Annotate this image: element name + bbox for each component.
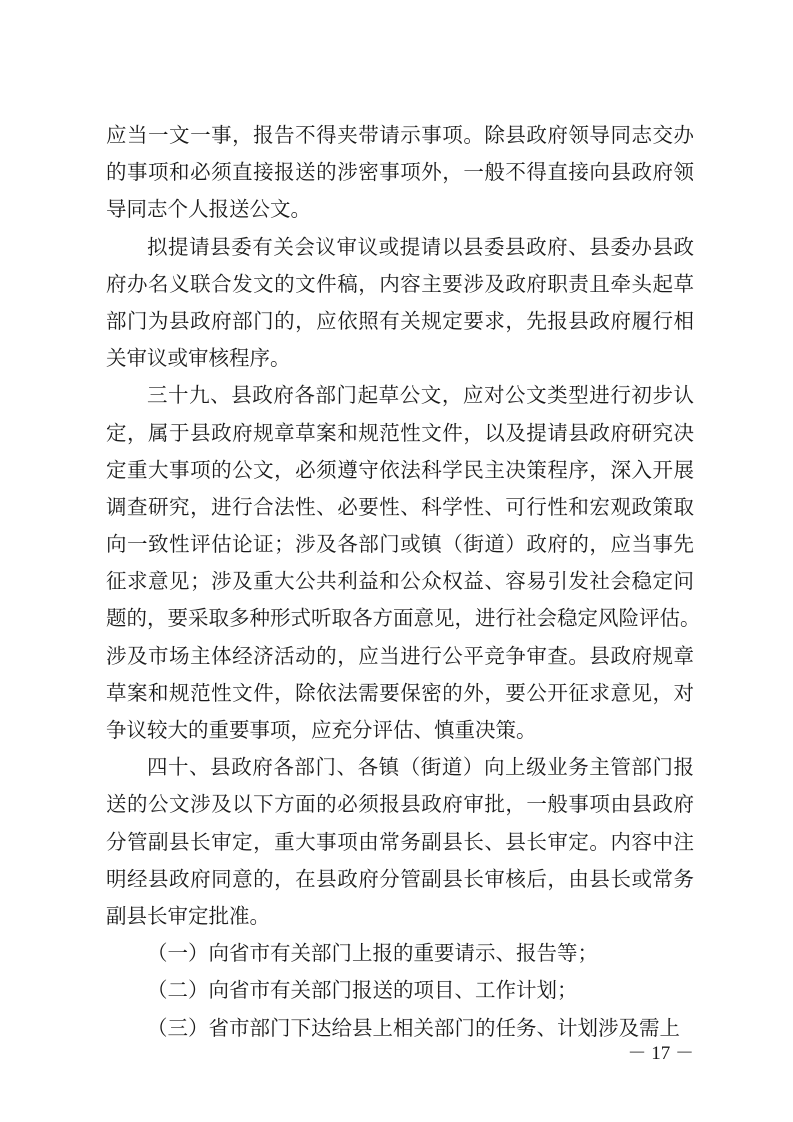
text-line: 四十、县政府各部门、各镇（街道）向上级业务主管部门报 [147, 755, 694, 780]
text-line: 应当一文一事，报告不得夹带请示事项。除县政府领导同志交办 [106, 123, 694, 147]
text-line: （三）省市部门下达给县上相关部门的任务、计划涉及需上 [147, 1015, 680, 1040]
paragraph [106, 972, 694, 1009]
text-line: （二）向省市有关部门报送的项目、工作计划； [147, 978, 578, 1003]
text-line: 征求意见；涉及重大公共利益和公众权益、容易引发社会稳定问 [106, 569, 694, 594]
text-line: 分管副县长审定，重大事项由常务副县长、县长审定。内容中注 [106, 829, 694, 854]
text-line: 定重大事项的公文，必须遵守依法科学民主决策程序，深入开展 [106, 457, 694, 482]
text-line: 向一致性评估论证；涉及各部门或镇（街道）政府的，应当事先 [106, 532, 694, 557]
text-line: 府办名义联合发文的文件稿，内容主要涉及政府职责且牵头起草 [106, 271, 694, 296]
paragraph [106, 749, 694, 935]
paragraph [106, 935, 694, 972]
paragraph [106, 1010, 694, 1047]
text-line: 定，属于县政府规章草案和规范性文件，以及提请县政府研究决 [106, 420, 694, 445]
text-line: （一）向省市有关部门上报的重要请示、报告等； [147, 941, 598, 966]
page-number: － 17 － [627, 1043, 694, 1064]
text-line: 争议较大的重要事项，应充分评估、慎重决策。 [106, 718, 537, 742]
paragraph [106, 229, 694, 378]
text-line: 调查研究，进行合法性、必要性、科学性、可行性和宏观政策取 [106, 494, 694, 519]
text-line: 导同志个人报送公文。 [106, 197, 311, 222]
text-line: 副县长审定批准。 [106, 903, 270, 928]
text-line: 的事项和必须直接报送的涉密事项外，一般不得直接向县政府领 [106, 160, 694, 185]
paragraph [106, 117, 694, 229]
paragraph [106, 377, 701, 749]
text-line: 拟提请县委有关会议审议或提请以县委县政府、县委办县政 [147, 234, 694, 259]
text-line: 部门为县政府部门的，应依照有关规定要求，先报县政府履行相 [106, 308, 694, 333]
text-line: 送的公文涉及以下方面的必须报县政府审批，一般事项由县政府 [106, 792, 694, 817]
document-body [106, 117, 701, 1047]
text-line: 草案和规范性文件，除依法需要保密的外，要公开征求意见，对 [106, 680, 694, 705]
text-line: 三十九、县政府各部门起草公文，应对公文类型进行初步认 [147, 383, 694, 408]
text-line: 涉及市场主体经济活动的，应当进行公平竞争审查。县政府规章 [106, 643, 694, 668]
text-line: 题的，要采取多种形式听取各方面意见，进行社会稳定风险评估。 [106, 606, 701, 631]
text-line: 关审议或审核程序。 [106, 346, 291, 371]
text-line: 明经县政府同意的，在县政府分管副县长审核后，由县长或常务 [106, 866, 694, 891]
